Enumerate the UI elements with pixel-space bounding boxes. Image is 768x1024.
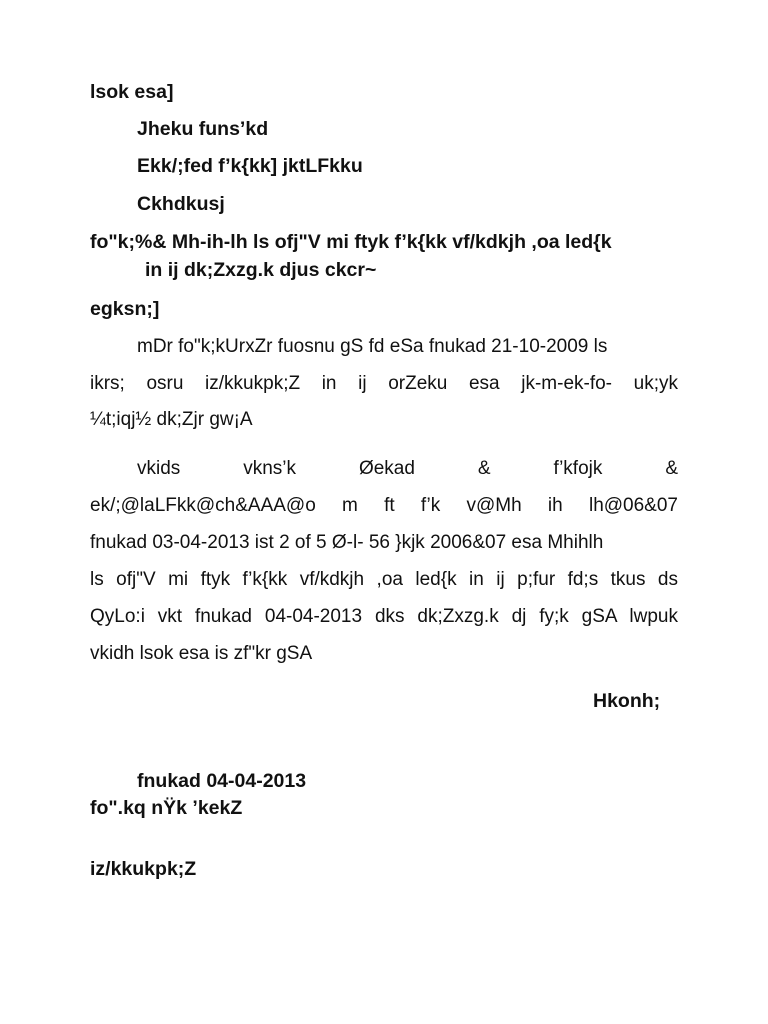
designation: iz/kkukpk;Z [90,858,197,880]
para2-line-1: vkids vkns’k Øekad & f’kfojk & [137,458,678,479]
para2-line-5: QyLo:i vkt fnukad 04-04-2013 dks dk;Zxzg.k dj fy;k gSA lwpuk [90,606,678,627]
address-line-1: Jheku funs’kd [137,118,269,140]
addressee-line: lsok esa] [90,81,174,103]
para1-line-3: ¼t;iqj½ dk;Zjr gw¡A [90,409,253,430]
para2-line-2: ek/;@laLFkk@ch&AAA@o m ft f’k v@Mh ih lh@06&07 [90,495,678,516]
para2-line-6: vkidh lsok esa is zf"kr gSA [90,643,313,664]
subject-line-2: in ij dk;Zxzg.k djus ckcr~ [145,259,377,281]
para2-line-4: ls ofj"V mi ftyk f’k{kk vf/kdkjh ,oa led{k in ij p;fur fd;s tkus ds [90,569,678,590]
subject-line-1: fo"k;%& Mh-ih-lh ls ofj"V mi ftyk f’k{kk vf/kdkjh ,oa led{k [90,231,612,253]
signatory-name: fo".kq nŸk ’kekZ [90,797,243,819]
date-line: fnukad 04-04-2013 [137,770,307,792]
closing: Hkonh; [593,690,661,712]
para1-line-1: mDr fo"k;kUrxZr fuosnu gS fd eSa fnukad 21-10-2009 ls [137,336,608,357]
para1-line-2: ikrs; osru iz/kkukpk;Z in ij orZeku esa jk-m-ek-fo- uk;yk [90,373,678,394]
address-line-2: Ekk/;fed f’k{kk] jktLFkku [137,155,363,177]
address-line-3: Ckhdkusj [137,193,225,215]
salutation: egksn;] [90,298,160,320]
para2-line-3: fnukad 03-04-2013 ist 2 of 5 Ø-l- 56 }kjk 2006&07 esa Mhihlh [90,532,604,553]
